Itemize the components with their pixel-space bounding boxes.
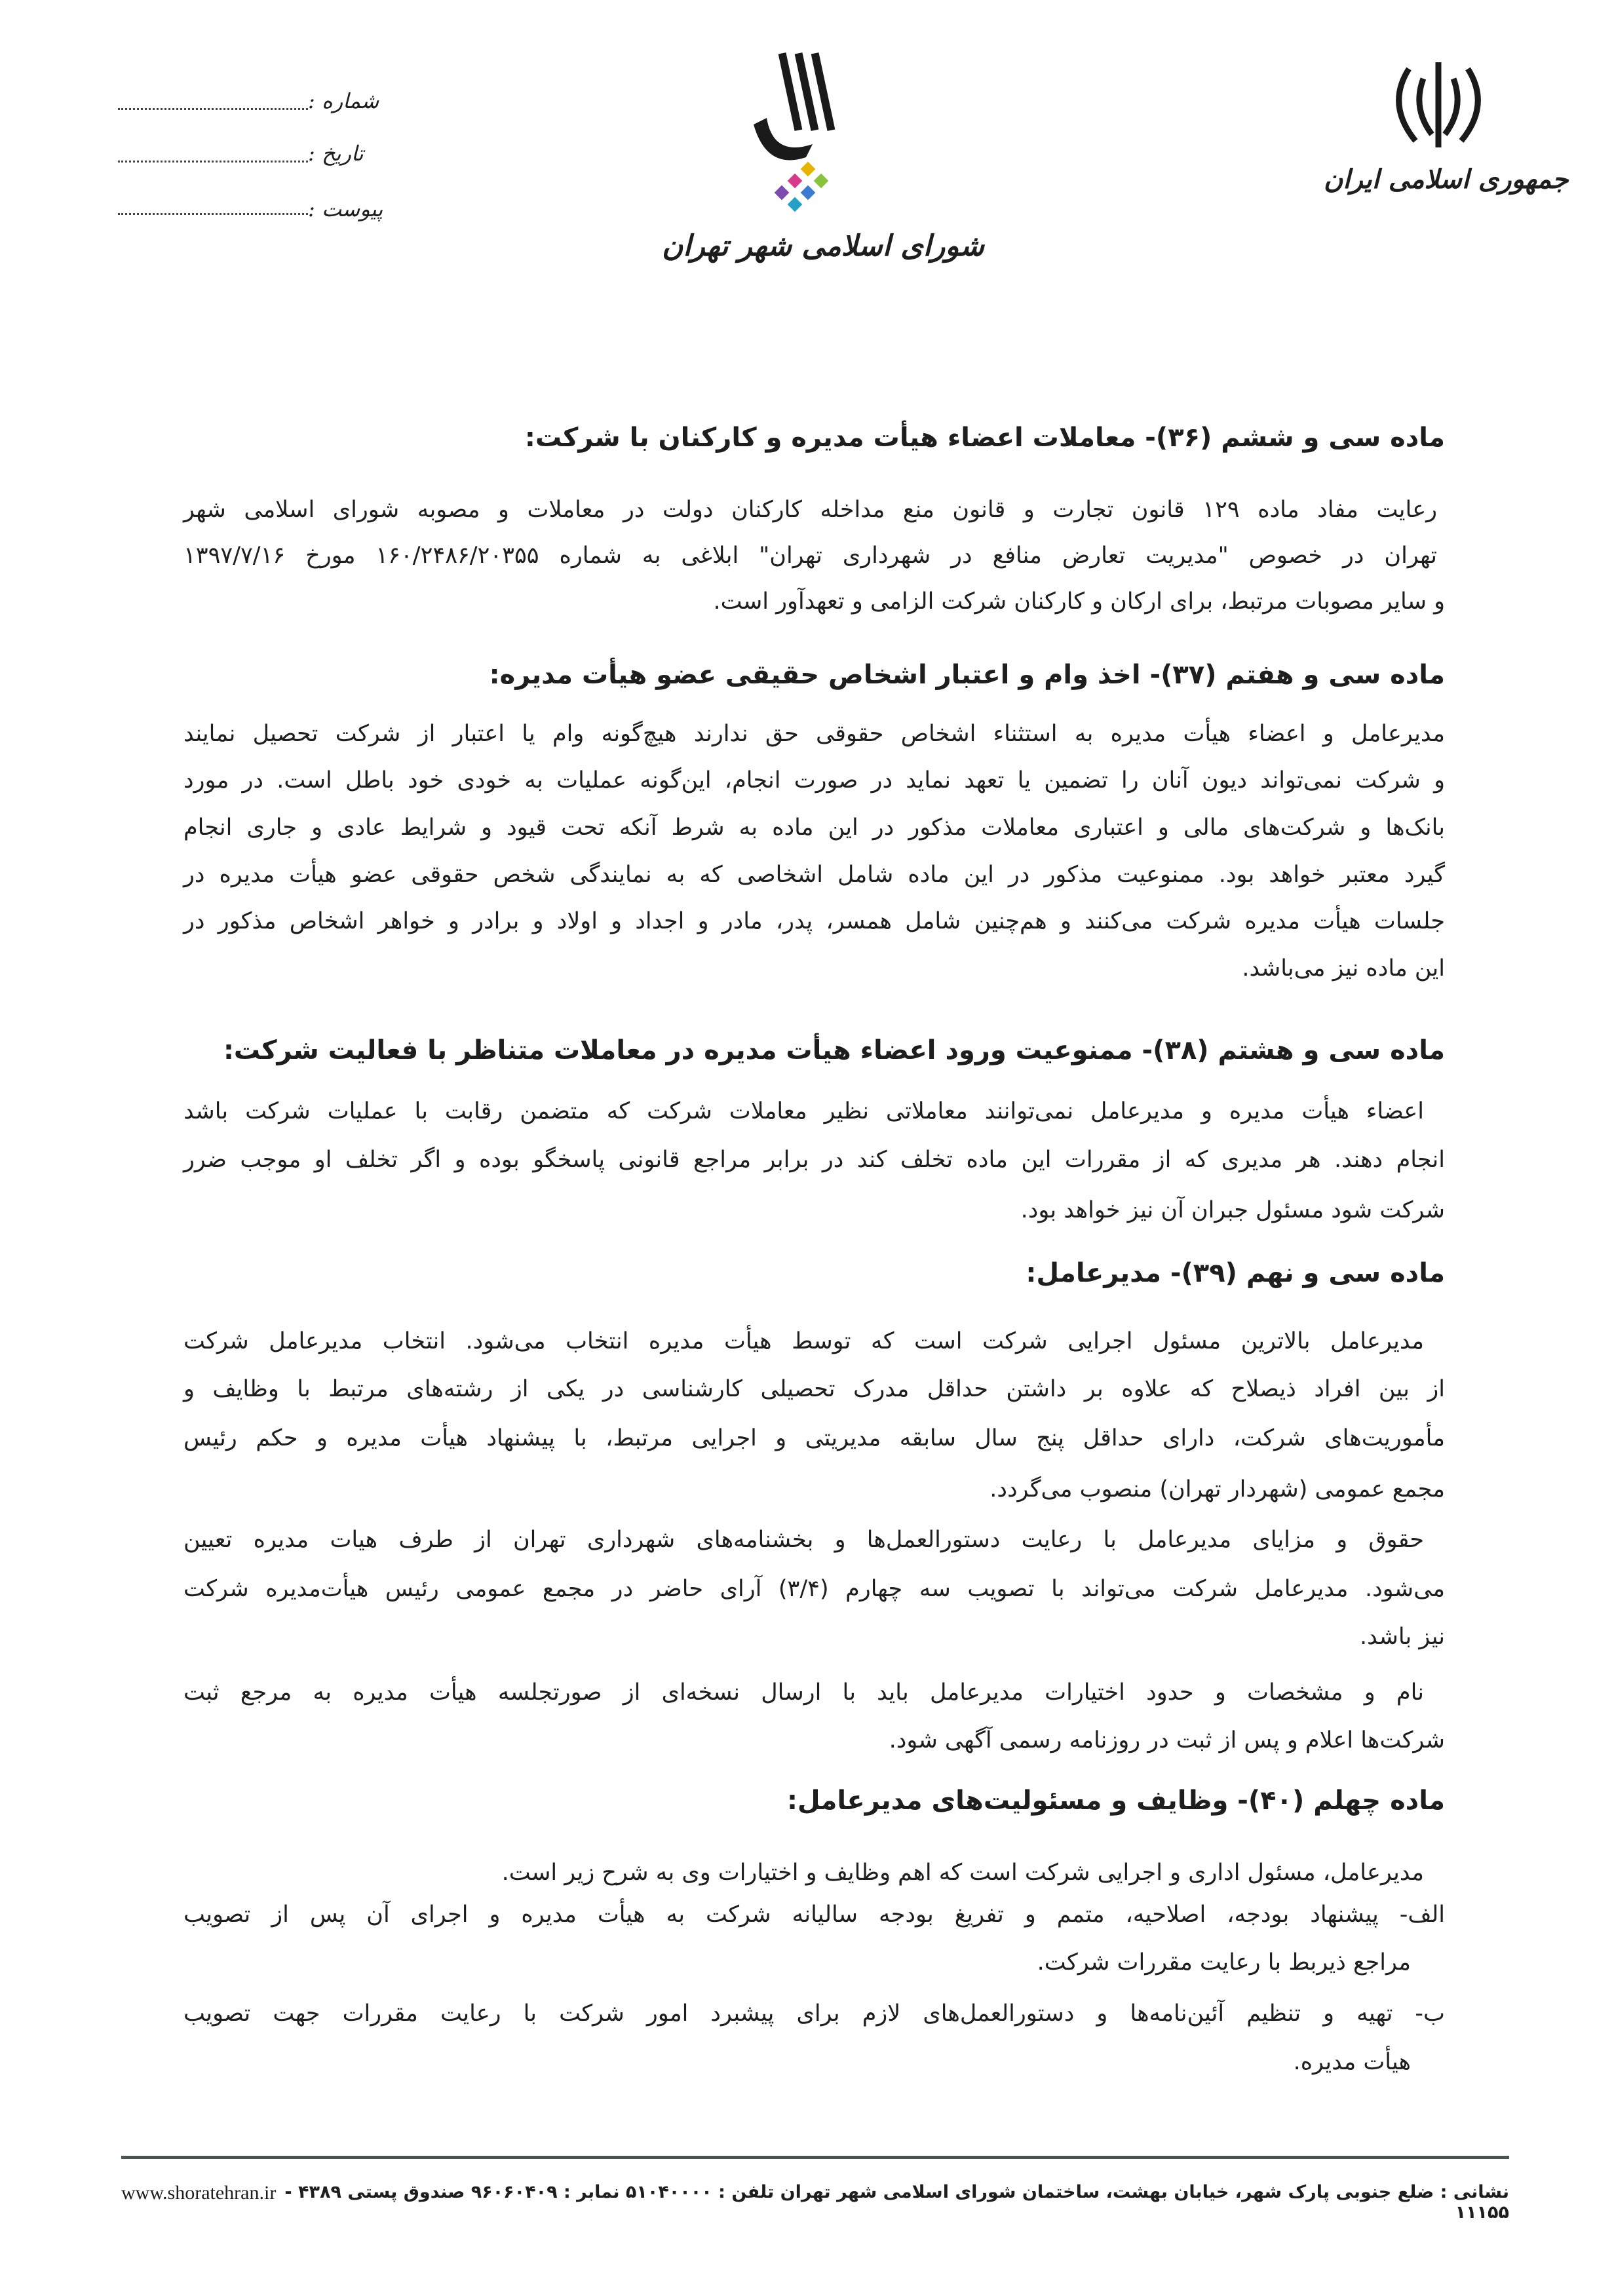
article-38-heading: ماده سی و هشتم (۳۸)- ممنوعیت ورود اعضاء هیأت مدیره در معاملات متناظر با فعالیت شرکت:: [223, 1035, 1445, 1065]
body-line: حقوق و مزایای مدیرعامل با رعایت دستورالعمل‌ها و بخشنامه‌های شهرداری تهران از طرف هیات مدیره تعیین: [183, 1527, 1424, 1553]
body-line: مدیرعامل، مسئول اداری و اجرایی شرکت است که اهم وظایف و اختیارات وی به شرح زیر است.: [501, 1860, 1424, 1886]
body-line: و سایر مصوبات مرتبط، برای ارکان و کارکنان شرکت الزامی و تعهدآور است.: [713, 588, 1445, 615]
council-caption: شورای اسلامی شهر تهران: [662, 229, 984, 263]
body-line: شرکت‌ها اعلام و پس از ثبت در روزنامه رسمی آگهی شود.: [889, 1727, 1445, 1753]
emblem-caption: جمهوری اسلامی ایران: [1324, 164, 1569, 195]
article-40-heading: ماده چهلم (۴۰)- وظایف و مسئولیت‌های مدیرعامل:: [786, 1786, 1445, 1816]
footer-address: نشانی : ضلع جنوبی پارک شهر، خیابان بهشت، ساختمان شورای اسلامی شهر تهران تلفن : ۵۱۰۴۰۰۰۰ نمابر : ۹۶۰۶۰۴۰۹ صندوق پستی ۴۳۸۹ - ۱۱۱۵۵: [284, 2182, 1509, 2223]
tehran-council-logo-icon: [740, 46, 858, 223]
iran-emblem-icon: [1383, 56, 1494, 154]
body-line: مأموریت‌های شرکت، دارای حداقل پنج سال سابقه مدیریتی و اجرایی مرتبط، با پیشنهاد هیأت مدیره و حکم رئیس: [183, 1425, 1445, 1451]
footer: [121, 2182, 1509, 2223]
body-line: می‌شود. مدیرعامل شرکت می‌تواند با تصویب سه چهارم (۳/۴) آرای حاضر در مجمع عمومی رئیس هیأت‌مدیره شرکت: [183, 1576, 1445, 1602]
article-39-heading: ماده سی و نهم (۳۹)- مدیرعامل:: [1026, 1258, 1445, 1288]
field-date-line: [118, 161, 308, 163]
body-line: الف- پیشنهاد بودجه، اصلاحیه، متمم و تفریغ بودجه سالیانه شرکت به هیأت مدیره و اجرای آن پس از تصویب: [183, 1902, 1445, 1928]
field-date-label: تاریخ :: [308, 141, 364, 166]
body-line: و شرکت نمی‌تواند دیون آنان را تضمین یا تعهد نماید در صورت انجام، این‌گونه عملیات به خودی خود باطل است. در مورد: [183, 767, 1445, 794]
field-attachment-line: [118, 213, 308, 215]
article-37-heading: ماده سی و هفتم (۳۷)- اخذ وام و اعتبار اشخاص حقیقی عضو هیأت مدیره:: [489, 660, 1445, 690]
body-line: اعضاء هیأت مدیره و مدیرعامل نمی‌توانند معاملاتی نظیر معاملات شرکت که متضمن رقابت با عملیات شرکت باشد: [183, 1098, 1424, 1124]
body-line: نیز باشد.: [1360, 1624, 1445, 1650]
body-line: مجمع عمومی (شهردار تهران) منصوب می‌گردد.: [990, 1476, 1445, 1502]
body-line: رعایت مفاد ماده ۱۲۹ قانون تجارت و قانون منع مداخله کارکنان دولت در معاملات و مصوبه شورای اسلامی شهر: [183, 497, 1437, 523]
field-number-label: شماره :: [308, 88, 379, 113]
body-line: تهران در خصوص "مدیریت تعارض منافع در شهرداری تهران" ابلاغی به شماره ۱۶۰/۲۴۸۶/۲۰۳۵۵ مورخ ۱۳۹۷/۷/۱۶: [183, 543, 1437, 569]
footer-divider: [121, 2156, 1509, 2159]
body-line: گیرد معتبر خواهد بود. ممنوعیت مذکور در این ماده شامل اشخاصی که به نمایندگی شخص حقوقی عضو هیأت مدیره در: [183, 862, 1445, 888]
body-line: هیأت مدیره.: [1293, 2049, 1411, 2075]
field-attachment-label: پیوست :: [308, 197, 383, 221]
body-line: مدیرعامل و اعضاء هیأت مدیره به استثناء اشخاص حقوقی حق ندارند هیچ‌گونه وام یا اعتبار از شرکت تحصیل نمایند: [183, 721, 1445, 747]
body-line: انجام دهند. هر مدیری که از مقررات این ماده تخلف کند در برابر مراجع قانونی پاسخگو بوده و اگر تخلف او موجب ضرر: [183, 1147, 1445, 1173]
body-line: این ماده نیز می‌باشد.: [1242, 955, 1445, 982]
body-line: بانک‌ها و شرکت‌های مالی و اعتباری معاملات مذکور در این ماده به شرط آنکه تحت قیود و شرایط عادی و جاری انجام: [183, 814, 1445, 841]
body-line: مدیرعامل بالاترین مسئول اجرایی شرکت است که توسط هیأت مدیره انتخاب می‌شود. انتخاب مدیرعامل شرکت: [183, 1328, 1424, 1354]
body-line: از بین افراد ذیصلاح که علاوه بر داشتن حداقل مدرک تحصیلی کارشناسی در یکی از رشته‌های مرتبط با وظایف و: [183, 1376, 1445, 1402]
body-line: جلسات هیأت مدیره شرکت می‌کنند و هم‌چنین شامل همسر، پدر، مادر و اجداد و اولاد و برادر و خواهر اشخاص مذکور در: [183, 908, 1445, 934]
body-line: شرکت شود مسئول جبران آن نیز خواهد بود.: [1020, 1197, 1445, 1223]
body-line: مراجع ذیربط با رعایت مقررات شرکت.: [1037, 1949, 1411, 1976]
field-number-line: [118, 108, 308, 110]
article-36-heading: ماده سی و ششم (۳۶)- معاملات اعضاء هیأت مدیره و کارکنان با شرکت:: [524, 423, 1445, 453]
body-line: نام و مشخصات و حدود اختیارات مدیرعامل باید با ارسال نسخه‌ای از صورتجلسه هیأت مدیره به مرجع ثبت: [183, 1679, 1424, 1706]
body-line: ب- تهیه و تنظیم آئین‌نامه‌ها و دستورالعمل‌های لازم برای پیشبرد امور شرکت با رعایت مقررات جهت تصویب: [183, 2000, 1445, 2027]
footer-website: www.shoratehran.ir: [121, 2182, 277, 2204]
